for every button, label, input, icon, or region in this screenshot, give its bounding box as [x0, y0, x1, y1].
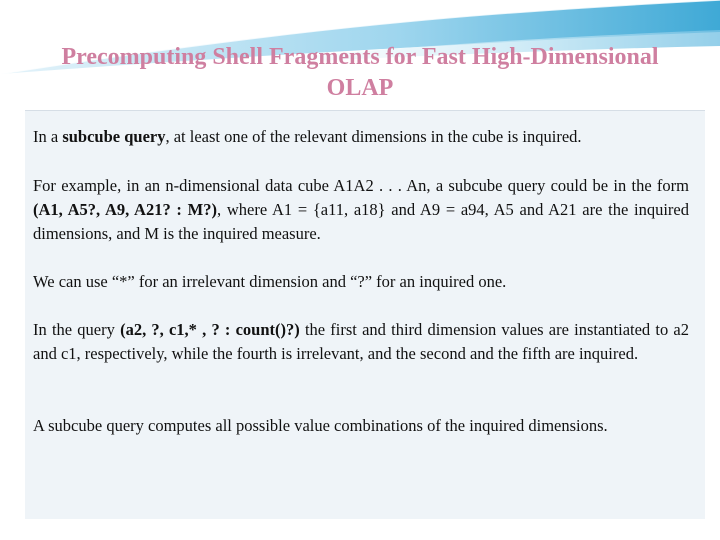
slide-title: Precomputing Shell Fragments for Fast High-Dimensional OLAP	[61, 44, 659, 101]
p2-text-start: For example, in an n-dimensional data cube A1A2 . . . An, a subcube query could be in the form	[33, 176, 689, 195]
p4-text-start: In the query	[33, 320, 121, 339]
paragraph-computation: A subcube query computes all possible value combinations of the inquired dimensions.	[33, 416, 608, 435]
example-query-form: (A1, A5?, A9, A21? : M?)	[33, 200, 217, 219]
paragraph-example	[33, 174, 689, 246]
paragraph-subcube-definition	[33, 125, 689, 149]
example-query: (a2, ?, c1,* , ? : count()?)	[120, 320, 300, 339]
p4-text-end: the first and third dimension values are instantiated to a2 and c1, respectively, while the fourth is irrelevant, and the second and the fifth are inquired.	[33, 320, 689, 363]
subcube-query-term: subcube query	[62, 127, 166, 146]
paragraph-query-example	[33, 318, 689, 366]
p2-text-end: , where A1 = {a11, a18} and A9 = a94, A5 and A21 are the inquired dimensions, and M is the inquired measure.	[33, 200, 689, 243]
p1-text-end: , at least one of the relevant dimensions in the cube is inquired.	[165, 127, 582, 146]
p1-text-start: In a	[33, 127, 63, 146]
content-panel	[25, 110, 705, 519]
paragraph-notation: We can use “*” for an irrelevant dimension and “?” for an inquired one.	[33, 272, 507, 291]
